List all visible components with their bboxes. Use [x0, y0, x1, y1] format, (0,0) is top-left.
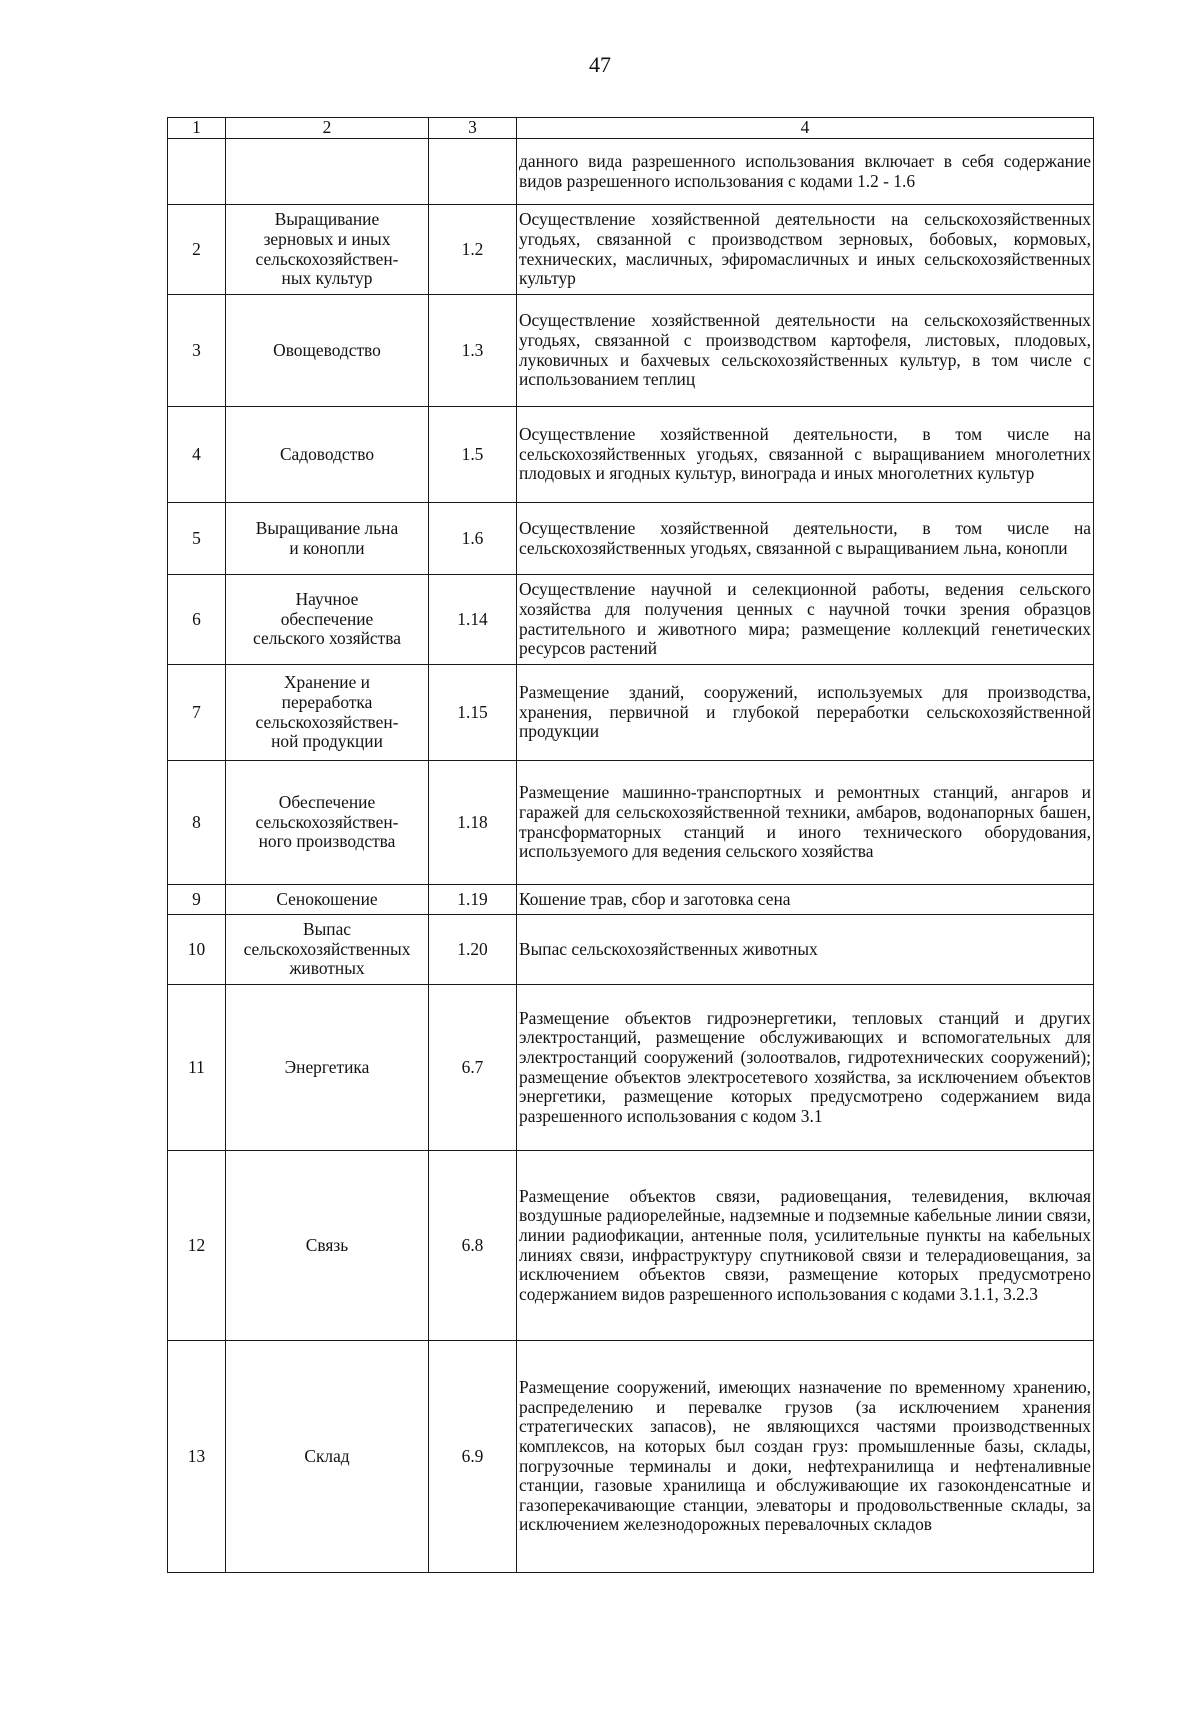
row-description: Размещение объектов гидроэнергетики, тепловых станций и других электростанций, размещение обслуживающих и вспомогательных для электростанций сооружений (золоотвалов, гидротехнических сооружений); размещение объектов электросетевого хозяйства, за исключением объектов энергетики, размещение которых предусмотрено содержанием вида разрешенного использования с кодом 3.1 [517, 985, 1094, 1151]
row-number: 12 [168, 1151, 226, 1341]
row-number: 11 [168, 985, 226, 1151]
header-row [168, 118, 1094, 139]
row-name: Хранение и переработка сельскохозяйствен- ной продукции [226, 665, 429, 761]
row-name: Овощеводство [226, 295, 429, 407]
row-description: Размещение объектов связи, радиовещания, телевидения, включая воздушные радиорелейные, надземные и подземные кабельные линии связи, линии радиофикации, антенные поля, усилительные пункты на кабельных линиях связи, инфраструктуру спутниковой связи и телерадиовещания, за исключением объектов связи, размещение которых предусмотрено содержанием видов разрешенного использования с кодами 3.1.1, 3.2.3 [517, 1151, 1094, 1341]
row-name: Связь [226, 1151, 429, 1341]
table-row [168, 761, 1094, 885]
row-name [226, 139, 429, 205]
row-name: Выпас сельскохозяйственных животных [226, 915, 429, 985]
header-col-4: 4 [517, 118, 1094, 139]
table-row [168, 407, 1094, 503]
table-header [168, 118, 1094, 139]
row-description: Осуществление хозяйственной деятельности, в том числе на сельскохозяйственных угодьях, связанной с выращиванием многолетних плодовых и ягодных культур, винограда и иных многолетних культур [517, 407, 1094, 503]
row-code: 6.7 [429, 985, 517, 1151]
row-number: 8 [168, 761, 226, 885]
row-name: Садоводство [226, 407, 429, 503]
row-number: 7 [168, 665, 226, 761]
row-code: 1.5 [429, 407, 517, 503]
row-number: 10 [168, 915, 226, 985]
row-code: 1.15 [429, 665, 517, 761]
table-body [168, 139, 1094, 1573]
row-description: Размещение сооружений, имеющих назначение по временному хранению, распределению и перевалке грузов (за исключением хранения стратегических запасов), не являющихся частями производственных комплексов, на которых был создан груз: промышленные базы, склады, погрузочные терминалы и доки, нефтехранилища и нефтеналивные станции, газовые хранилища и обслуживающие их газоконденсатные и газоперекачивающие станции, элеваторы и продовольственные склады, за исключением железнодорожных перевалочных складов [517, 1341, 1094, 1573]
table-row [168, 1341, 1094, 1573]
row-name: Склад [226, 1341, 429, 1573]
row-code: 1.6 [429, 503, 517, 575]
header-col-3: 3 [429, 118, 517, 139]
row-description: Осуществление хозяйственной деятельности на сельскохозяйственных угодьях, связанной с производством зерновых, бобовых, кормовых, технических, масличных, эфиромасличных и иных сельскохозяйственных культур [517, 205, 1094, 295]
row-name: Обеспечение сельскохозяйствен- ного производства [226, 761, 429, 885]
row-code [429, 139, 517, 205]
page-number: 47 [589, 52, 611, 77]
land-use-table [167, 117, 1094, 1573]
row-code: 1.3 [429, 295, 517, 407]
row-number: 13 [168, 1341, 226, 1573]
table-row [168, 885, 1094, 915]
row-description: Выпас сельскохозяйственных животных [517, 915, 1094, 985]
table-row [168, 503, 1094, 575]
row-number: 2 [168, 205, 226, 295]
row-name: Научное обеспечение сельского хозяйства [226, 575, 429, 665]
table-row [168, 575, 1094, 665]
row-code: 1.14 [429, 575, 517, 665]
table-row [168, 295, 1094, 407]
row-code: 6.8 [429, 1151, 517, 1341]
row-name: Сенокошение [226, 885, 429, 915]
row-description: Осуществление хозяйственной деятельности, в том числе на сельскохозяйственных угодьях, связанной с выращиванием льна, конопли [517, 503, 1094, 575]
table-row [168, 985, 1094, 1151]
row-description: Осуществление хозяйственной деятельности на сельскохозяйственных угодьях, связанной с производством картофеля, листовых, плодовых, луковичных и бахчевых сельскохозяйственных культур, в том числе с использованием теплиц [517, 295, 1094, 407]
row-code: 1.18 [429, 761, 517, 885]
row-code: 1.20 [429, 915, 517, 985]
row-name: Выращивание льна и конопли [226, 503, 429, 575]
row-number: 5 [168, 503, 226, 575]
row-number: 6 [168, 575, 226, 665]
row-code: 1.2 [429, 205, 517, 295]
row-name: Энергетика [226, 985, 429, 1151]
row-number: 3 [168, 295, 226, 407]
row-description: данного вида разрешенного использования включает в себя содержание видов разрешенного использования с кодами 1.2 - 1.6 [517, 139, 1094, 205]
row-code: 1.19 [429, 885, 517, 915]
table-row [168, 205, 1094, 295]
row-description: Размещение зданий, сооружений, используемых для производства, хранения, первичной и глубокой переработки сельскохозяйственной продукции [517, 665, 1094, 761]
table-row [168, 915, 1094, 985]
header-col-1: 1 [168, 118, 226, 139]
row-code: 6.9 [429, 1341, 517, 1573]
table-row [168, 1151, 1094, 1341]
row-description: Размещение машинно-транспортных и ремонтных станций, ангаров и гаражей для сельскохозяйственной техники, амбаров, водонапорных башен, трансформаторных станций и иного технического оборудования, используемого для ведения сельского хозяйства [517, 761, 1094, 885]
header-col-2: 2 [226, 118, 429, 139]
row-description: Кошение трав, сбор и заготовка сена [517, 885, 1094, 915]
row-description: Осуществление научной и селекционной работы, ведения сельского хозяйства для получения ценных с научной точки зрения образцов растительного и животного мира; размещение коллекций генетических ресурсов растений [517, 575, 1094, 665]
table-row [168, 665, 1094, 761]
row-number [168, 139, 226, 205]
row-name: Выращивание зерновых и иных сельскохозяйствен- ных культур [226, 205, 429, 295]
row-number: 4 [168, 407, 226, 503]
table-row-continuation [168, 139, 1094, 205]
row-number: 9 [168, 885, 226, 915]
